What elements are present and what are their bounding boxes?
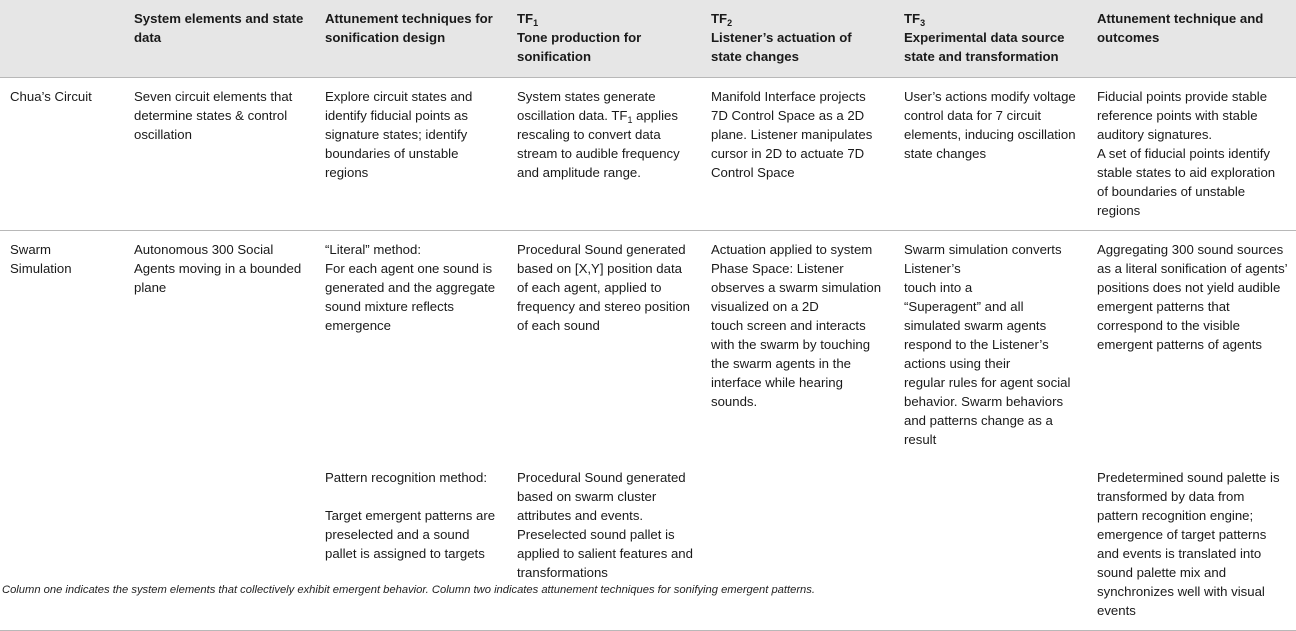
header-tf1: [507, 0, 701, 78]
swarm-tf3: [894, 231, 1087, 460]
pattern-technique-body: Target emergent patterns are preselected and a sound pallet is assigned to targets: [325, 508, 496, 561]
chua-technique: Explore circuit states and identify fiducial points as signature states; identify boundaries of unstable regions: [315, 78, 507, 231]
table-row-swarm: [0, 231, 1296, 460]
header-tf2-sub: 2: [727, 18, 733, 28]
chua-tf3: User’s actions modify voltage control data for 7 circuit elements, inducing oscillation state changes: [894, 78, 1087, 231]
swarm-tf1: Procedural Sound generated based on [X,Y] position data of each agent, applied to frequency and stereo position of each sound: [517, 242, 691, 333]
header-tf1-sub: 1: [533, 18, 539, 28]
pattern-outcome: Predetermined sound palette is transformed by data from pattern recognition engine; emergence of target patterns and events is translated into sound palette mix and synchronizes well with visual events: [1087, 459, 1296, 631]
swarm-tf3-b: touch into a: [904, 280, 973, 295]
header-tf2-desc: Listener’s actuation of state changes: [711, 30, 852, 64]
header-outcomes: Attunement technique and outcomes: [1087, 0, 1296, 78]
chua-outcome-2: A set of fiducial points identify stable states to aid exploration of boundaries of unstable regions: [1097, 146, 1276, 218]
swarm-technique: [315, 231, 507, 460]
header-tf3: [894, 0, 1087, 78]
header-tf3-sub: 3: [920, 18, 926, 28]
header-tf1-label: TF: [517, 11, 534, 26]
header-tf3-label: TF: [904, 11, 921, 26]
chua-tf1-sub: 1: [627, 115, 633, 125]
chua-elements: Seven circuit elements that determine states & control oscillation: [124, 78, 315, 231]
pattern-name: [0, 459, 124, 631]
header-tf1-desc: Tone production for sonification: [517, 30, 642, 64]
header-row: [0, 0, 1296, 78]
pattern-tf2: [701, 459, 894, 631]
swarm-technique-body: For each agent one sound is generated and the aggregate sound mixture reflects emergence: [325, 261, 496, 333]
pattern-tf1: Procedural Sound generated based on swarm cluster attributes and events. Preselected sound pallet is applied to salient features and transformations: [507, 459, 701, 631]
chua-tf1-post: applies rescaling to convert data stream to audible frequency and amplitude range.: [517, 108, 680, 180]
header-tf2: [701, 0, 894, 78]
header-tf2-label: TF: [711, 11, 728, 26]
chua-name: Chua’s Circuit: [0, 78, 124, 231]
chua-outcome-1: Fiducial points provide stable reference points with stable auditory signatures.: [1097, 89, 1268, 142]
swarm-tf3-d: regular rules for agent social behavior. Swarm behaviors and patterns change as a result: [904, 375, 1071, 447]
chua-tf1: [507, 78, 701, 231]
pattern-elements: [124, 459, 315, 631]
table-row-pattern: [0, 459, 1296, 631]
chua-outcome: [1087, 78, 1296, 231]
swarm-outcome: Aggregating 300 sound sources as a literal sonification of agents’ positions does not yield audible emergent patterns that correspond to the visible emergent patterns of agents: [1097, 242, 1288, 352]
swarm-tf2: [701, 231, 894, 460]
table-row-chua: [0, 78, 1296, 231]
header-attunement-techniques: Attunement techniques for sonification design: [315, 0, 507, 78]
swarm-elements: Autonomous 300 Social Agents moving in a bounded plane: [134, 242, 302, 295]
chua-tf2: Manifold Interface projects 7D Control Space as a 2D plane. Listener manipulates cursor in 2D to actuate 7D Control Space: [701, 78, 894, 231]
pattern-technique: [315, 459, 507, 631]
swarm-tf3-a: Swarm simulation converts Listener’s: [904, 242, 1062, 276]
header-tf3-desc: Experimental data source state and transformation: [904, 30, 1065, 64]
swarm-tf2-b: touch screen and interacts with the swarm by touching the swarm agents in the interface while hearing sounds.: [711, 318, 871, 409]
header-system-elements: System elements and state data: [124, 0, 315, 78]
swarm-tf2-a: Actuation applied to system Phase Space: Listener observes a swarm simulation visualized on a 2D: [711, 242, 882, 314]
pattern-tf3: [894, 459, 1087, 631]
header-blank: [0, 0, 124, 78]
pattern-technique-title: Pattern recognition method:: [325, 470, 488, 485]
swarm-tf3-c: “Superagent” and all simulated swarm agents respond to the Listener’s actions using their: [904, 299, 1049, 371]
swarm-technique-title: “Literal” method:: [325, 242, 422, 257]
table-footnote: Column one indicates the system elements that collectively exhibit emergent behavior. Column two indicates attunement techniques for sonifying emergent patterns.: [2, 584, 815, 596]
swarm-name: Swarm Simulation: [10, 242, 72, 276]
chua-tf1-pre: System states generate oscillation data. TF: [517, 89, 656, 123]
